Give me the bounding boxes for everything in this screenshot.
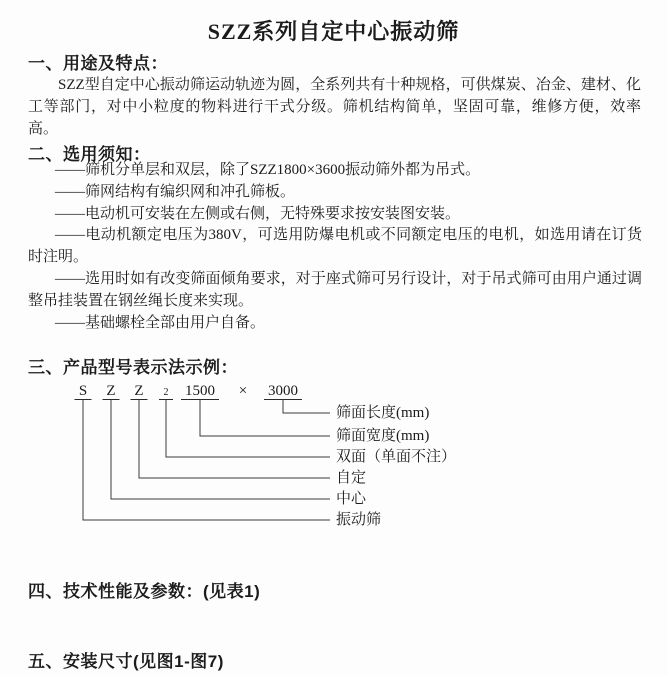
callout-label-vibrating-screen: 振动筛 bbox=[336, 512, 382, 528]
model-code-part-z2: Z bbox=[131, 384, 148, 400]
selection-note: ——基础螺栓全部由用户自备。 bbox=[55, 314, 266, 331]
section-performance-heading: 四、技术性能及参数：(见表1) bbox=[28, 582, 261, 601]
callout-label-screen-width: 筛面宽度(mm) bbox=[336, 428, 430, 444]
selection-notes-list bbox=[28, 160, 642, 334]
section-usage-paragraph: SZZ型自定中心振动筛运动轨迹为圆，全系列共有十种规格，可供煤炭、冶金、建材、化工等部门，对中小粒度的物料进行干式分级。筛机结构简单，坚固可靠，维修方便，效率高。 bbox=[28, 77, 641, 137]
callout-label-double-deck: 双面（单面不注） bbox=[336, 449, 457, 465]
section-installation-heading: 五、安装尺寸(见图1-图7) bbox=[28, 652, 224, 671]
callout-label-screen-length: 筛面长度(mm) bbox=[336, 405, 430, 421]
model-notation-diagram bbox=[0, 380, 667, 540]
selection-note: ——选用时如有改变筛面倾角要求，对于座式筛可另行设计，对于吊式筛可由用户通过调整吊挂装置在钢丝绳长度来实现。 bbox=[28, 270, 642, 309]
selection-note: ——筛机分单层和双层，除了SZZ1800×3600振动筛外都为吊式。 bbox=[55, 162, 481, 178]
selection-note: ——电动机额定电压为380V，可选用防爆电机或不同额定电压的电机，如选用请在订货时注明。 bbox=[28, 227, 642, 266]
page-title: SZZ系列自定中心振动筛 bbox=[207, 19, 460, 44]
callout-connector-lines bbox=[0, 380, 667, 540]
model-code-part-width: 1500 bbox=[181, 384, 219, 400]
callout-label-self: 自定 bbox=[336, 470, 367, 486]
model-code-part-s: S bbox=[75, 384, 92, 400]
multiply-sign: × bbox=[238, 383, 248, 399]
section-usage-heading: 一、用途及特点： bbox=[28, 54, 168, 73]
section-selection-heading: 二、选用须知： bbox=[28, 145, 151, 164]
selection-note: ——电动机可安装在左侧或右侧，无特殊要求按安装图安装。 bbox=[55, 205, 461, 222]
model-code-part-length: 3000 bbox=[264, 384, 302, 400]
selection-note: ——筛网结构有编织网和冲孔筛板。 bbox=[55, 183, 296, 200]
callout-label-centering: 中心 bbox=[336, 491, 367, 507]
model-code-part-z1: Z bbox=[103, 384, 120, 400]
model-code-part-deck-number: 2 bbox=[159, 388, 173, 400]
section-model-heading: 三、产品型号表示法示例： bbox=[28, 358, 238, 377]
